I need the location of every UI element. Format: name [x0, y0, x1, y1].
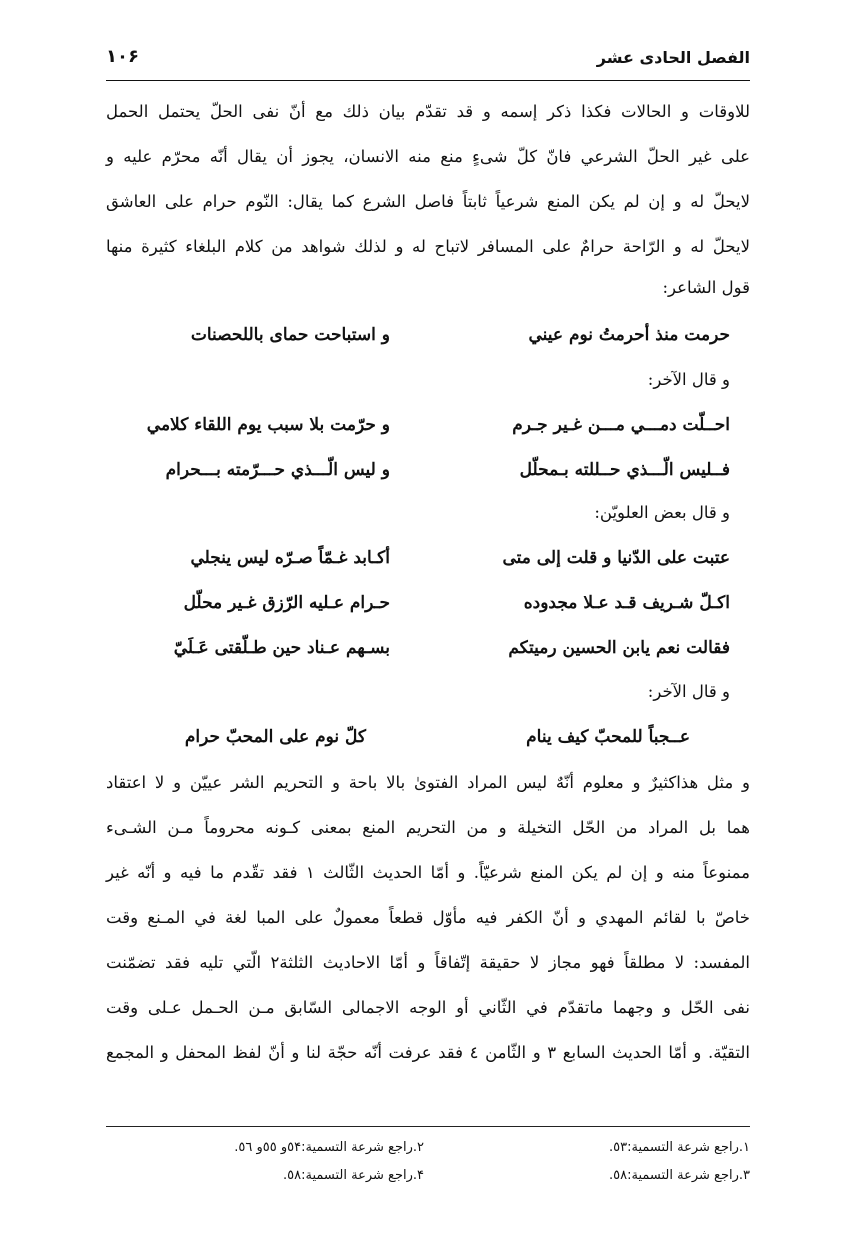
body-line: نفى الحّل و وجهما ماتقدّم في الثّاني أو الوجه الاجمالى السّابق مـن الحـمل عـلى وقت: [106, 998, 750, 1017]
verse-hemistich-left: و ليس الّـــذي حـــرّمته بـــحرام: [165, 460, 390, 480]
footnote: ۴.راجع شرعة التسمية:٥٨.: [282, 1168, 424, 1183]
body-line: لايحلّ له و الرّاحة حرامٌ على المسافر لاتباح له و لذلك شواهد من كلام البلغاء كثيرة منها: [106, 237, 750, 256]
body-line: على غير الحلّ الشرعي فانّ كلّ شىءٍ منع منه الانسان، يجوز أن يقال أنّه محرّم عليه و: [106, 147, 750, 166]
page-header: [106, 44, 750, 76]
poet-intro: و قال بعض العلويّن:: [594, 503, 730, 522]
footnote-divider: [106, 1126, 750, 1127]
verse-hemistich-left: و حرّمت بلا سبب يوم اللقاء كلامي: [146, 415, 390, 435]
verse-hemistich-left: بسـهم عـناد حين طـلّقتى عَـلَيّ: [173, 638, 390, 658]
poet-intro: و قال الآخر:: [647, 682, 730, 701]
verse-hemistich-right: حرمت منذ أحرمتُ نوم عيني: [528, 325, 730, 345]
footnote: ١.راجع شرعة التسمية:٥٣.: [608, 1140, 750, 1155]
body-line: قول الشاعر:: [662, 278, 750, 297]
verse-hemistich-right: فــليس الّـــذي حــللته بـمحلّل: [519, 460, 730, 480]
body-line: و مثل هذاكثيرٌ و معلوم أنّهٌ ليس المراد الفتوىٰ بالا باحة و التحريم الشر عييّن و لا اعتقاد: [106, 773, 750, 792]
body-line: المفسد: لا مطلقاً فهو مجاز لا حقيقة إتّفاقاً و أمّا الاحاديث الثلثة٢ الّتي تليه فقد تضمّنت: [106, 953, 750, 972]
chapter-title: الفصل الحادى عشر: [596, 48, 750, 67]
verse-hemistich-left: و استباحت حماى باللحصنات: [190, 325, 390, 345]
body-line: ممنوعاً منه و إن لم يكن المنع شرعيّاً. و أمّا الحديث الثّالث ١ فقد تقّدم ما فيه و أنّه غير: [106, 863, 750, 882]
body-line: التقيّة. و أمّا الحديث السابع ٣ و الثّامن ٤ فقد عرفت أنّه حجّة لنا و أنّ لفظ المحفل و المجمع: [106, 1043, 750, 1062]
header-divider: [106, 80, 750, 81]
body-line: هما بل المراد من الحّل التخيلة و من التحريم المنع بمعنى كـونه محروماً مـن الشـىء: [106, 818, 750, 837]
verse-hemistich-right: اكـلّ شـريف قـد عـلا مجدوده: [523, 593, 730, 613]
body-line: خاصّ با لقائم المهدي و أنّ الكفر فيه مأوّل قطعاً معمولٌ على المبا لغة في المـنع وقت: [106, 908, 750, 927]
verse-hemistich-right: احــلّت دمـــي مـــن غـير جـرم: [512, 415, 730, 435]
poet-intro: و قال الآخر:: [647, 370, 730, 389]
footnote: ٣.راجع شرعة التسمية:٥٨.: [608, 1168, 750, 1183]
verse-hemistich-right: عتبت على الدّنيا و قلت إلى متى: [502, 548, 730, 568]
verse-hemistich-left: حـرام عـليه الرّزق غـير محلّل: [183, 593, 390, 613]
verse-hemistich-left: كلّ نوم على المحبّ حرام: [184, 727, 366, 747]
page-number: ١٠۶: [106, 46, 139, 67]
footnote: ٢.راجع شرعة التسمية:٥۴و ٥٥و ٥٦.: [234, 1140, 424, 1155]
body-line: للاوقات و الحالات فكذا ذكر إسمه و قد تقدّم بيان ذلك مع أنّ نفى الحلّ يحتمل الحمل: [106, 102, 750, 121]
verse-hemistich-right: عــجباً للمحبّ كيف ينام: [526, 727, 690, 747]
body-line: لايحلّ له و إن لم يكن المنع شرعياً ثابتاً فاصل الشرع كما يقال: النّوم حرام على العاشق: [106, 192, 750, 211]
verse-hemistich-left: أكـابد غـمّاً صـرّه ليس ينجلي: [190, 548, 390, 568]
verse-hemistich-right: فقالت نعم يابن الحسين رميتكم: [508, 638, 730, 658]
